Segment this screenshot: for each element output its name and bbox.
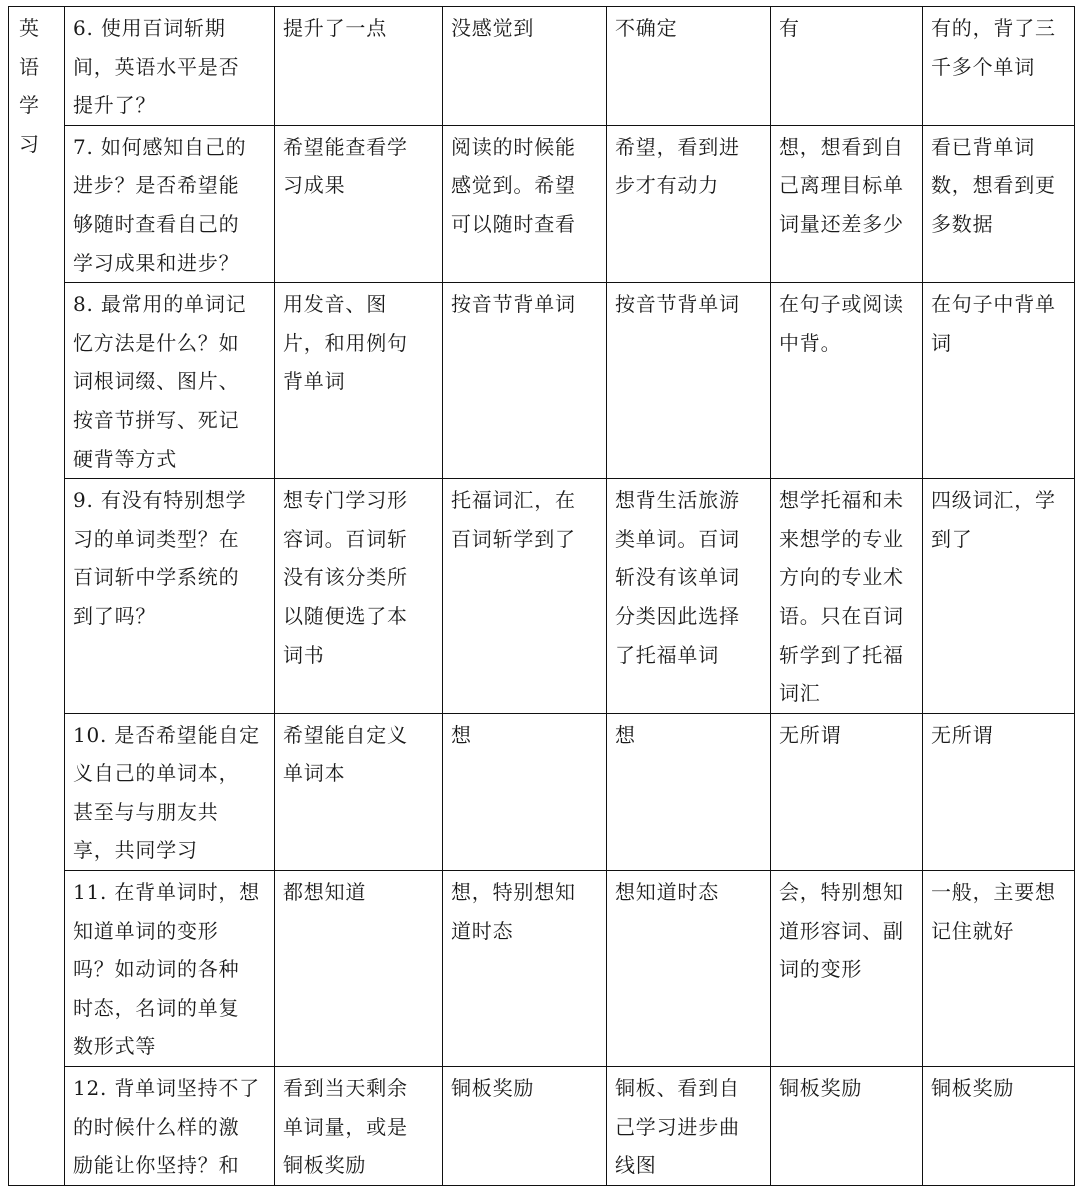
answer-text: 想学托福和未 来想学的专业 方向的专业术 语。只在百词 斩学到了托福 词汇: [779, 488, 904, 706]
answer-text: 在句子中背单 词: [931, 292, 1056, 355]
answer-cell: [923, 125, 1075, 282]
answer-text: 有: [779, 16, 800, 40]
answer-text: 没感觉到: [451, 16, 535, 40]
question-text: 11. 在背单词时，想 知道单词的变形 吗？如动词的各种 时态，名词的单复 数形式等: [73, 880, 260, 1059]
table-row: [9, 7, 1075, 126]
answer-cell: [923, 871, 1075, 1067]
answer-text: 阅读的时候能 感觉到。希望 可以随时查看: [451, 134, 576, 236]
answer-text: 想知道时态: [615, 880, 719, 905]
answer-cell: [771, 1067, 923, 1186]
answer-text: 四级词汇，学 到了: [931, 488, 1056, 551]
answer-text: 无所谓: [779, 722, 842, 747]
answer-text: 铜板奖励: [451, 1076, 535, 1101]
answer-cell: [771, 713, 923, 870]
answer-cell: [607, 7, 771, 126]
answer-text: 提升了一点: [283, 16, 387, 40]
answer-cell: [275, 125, 443, 282]
answer-text: 想: [615, 722, 636, 747]
answer-cell: [275, 713, 443, 870]
answer-text: 按音节背单词: [615, 292, 740, 317]
question-cell: [65, 283, 275, 479]
question-text: 12. 背单词坚持不了 的时候什么样的激 励能让你坚持？和: [73, 1076, 260, 1178]
answer-text: 想: [451, 722, 472, 747]
answer-text: 都想知道: [283, 880, 367, 905]
answer-text: 想专门学习形 容词。百词斩 没有该分类所 以随便选了本 词书: [283, 488, 408, 667]
answer-cell: [923, 7, 1075, 126]
answer-text: 希望能查看学 习成果: [283, 134, 408, 198]
question-cell: [65, 7, 275, 126]
answer-text: 铜板、看到自 己学习进步曲 线图: [615, 1076, 740, 1178]
answer-cell: [771, 7, 923, 126]
table-row: [9, 125, 1075, 282]
answer-cell: [607, 283, 771, 479]
answer-text: 有的，背了三 千多个单词: [931, 16, 1056, 79]
question-text: 6. 使用百词斩期 间，英语水平是否 提升了？: [73, 16, 240, 118]
answer-cell: [443, 871, 607, 1067]
question-cell: [65, 713, 275, 870]
survey-table: [8, 6, 1075, 1186]
answer-text: 看已背单词 数，想看到更 多数据: [931, 134, 1056, 236]
section-label-cell: [9, 7, 65, 1186]
answer-text: 不确定: [615, 16, 678, 40]
answer-text: 想背生活旅游 类单词。百词 斩没有该单词 分类因此选择 了托福单词: [615, 488, 740, 667]
answer-text: 想，特别想知 道时态: [451, 880, 576, 943]
question-text: 7. 如何感知自己的 进步？是否希望能 够随时查看自己的 学习成果和进步？: [73, 134, 247, 275]
answer-cell: [607, 479, 771, 714]
answer-cell: [923, 479, 1075, 714]
answer-cell: [275, 871, 443, 1067]
question-cell: [65, 125, 275, 282]
answer-text: 希望，看到进 步才有动力: [615, 134, 740, 198]
answer-cell: [443, 283, 607, 479]
answer-cell: [443, 713, 607, 870]
answer-cell: [443, 1067, 607, 1186]
answer-text: 看到当天剩余 单词量，或是 铜板奖励: [283, 1076, 408, 1178]
answer-text: 在句子或阅读 中背。: [779, 292, 904, 355]
section-label: 英 语 学 习: [19, 16, 39, 156]
answer-cell: [923, 283, 1075, 479]
answer-cell: [443, 7, 607, 126]
answer-cell: [771, 125, 923, 282]
answer-cell: [607, 125, 771, 282]
answer-cell: [275, 479, 443, 714]
answer-cell: [923, 713, 1075, 870]
question-text: 9. 有没有特别想学 习的单词类型？在 百词斩中学系统的 到了吗？: [73, 488, 247, 628]
answer-text: 希望能自定义 单词本: [283, 722, 408, 786]
question-cell: [65, 1067, 275, 1186]
answer-text: 用发音、图 片，和用例句 背单词: [283, 292, 408, 394]
table-row: [9, 283, 1075, 479]
table-row: [9, 871, 1075, 1067]
answer-cell: [443, 125, 607, 282]
question-text: 10. 是否希望能自定 义自己的单词本， 甚至与与朋友共 享，共同学习: [73, 722, 260, 863]
answer-text: 按音节背单词: [451, 292, 576, 317]
answer-cell: [607, 1067, 771, 1186]
answer-cell: [275, 7, 443, 126]
answer-cell: [771, 871, 923, 1067]
table-row: [9, 1067, 1075, 1186]
answer-text: 一般，主要想 记住就好: [931, 880, 1056, 943]
table-row: [9, 479, 1075, 714]
answer-cell: [275, 1067, 443, 1186]
answer-cell: [443, 479, 607, 714]
answer-cell: [607, 713, 771, 870]
answer-text: 托福词汇，在 百词斩学到了: [451, 488, 576, 551]
answer-text: 无所谓: [931, 722, 994, 747]
answer-cell: [607, 871, 771, 1067]
answer-cell: [771, 283, 923, 479]
question-text: 8. 最常用的单词记 忆方法是什么？如 词根词缀、图片、 按音节拼写、死记 硬背等方式: [73, 292, 247, 471]
answer-text: 铜板奖励: [779, 1076, 863, 1101]
answer-text: 会，特别想知 道形容词、副 词的变形: [779, 880, 904, 982]
table-row: [9, 713, 1075, 870]
answer-cell: [275, 283, 443, 479]
question-cell: [65, 871, 275, 1067]
answer-text: 想，想看到自 己离理目标单 词量还差多少: [779, 134, 904, 236]
answer-text: 铜板奖励: [931, 1076, 1015, 1101]
question-cell: [65, 479, 275, 714]
answer-cell: [771, 479, 923, 714]
answer-cell: [923, 1067, 1075, 1186]
